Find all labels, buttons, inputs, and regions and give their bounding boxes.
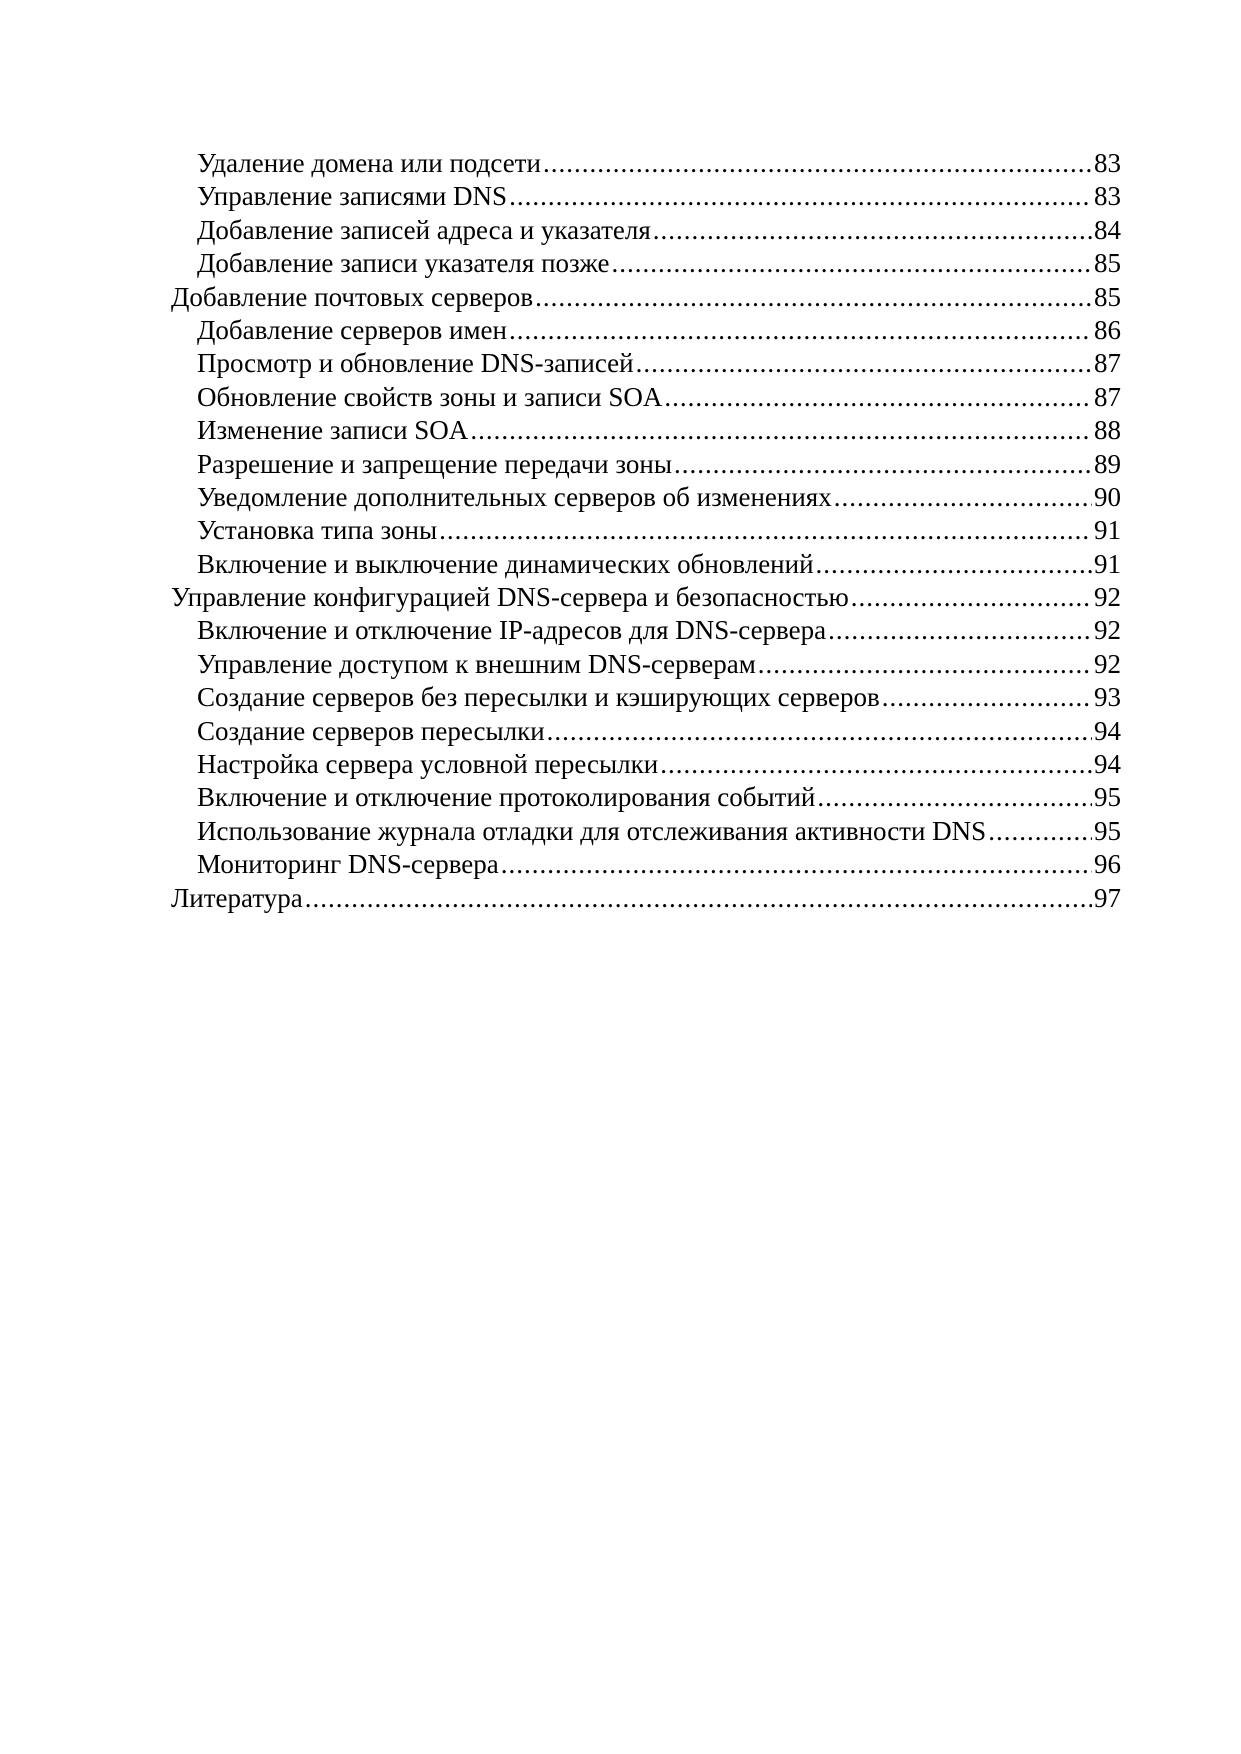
toc-entry[interactable] <box>171 748 1121 781</box>
toc-leader-dots <box>509 314 1092 347</box>
toc-leader-dots <box>674 448 1092 481</box>
toc-entry[interactable] <box>171 648 1121 681</box>
toc-entry-page: 85 <box>1094 248 1121 279</box>
toc-leader-dots <box>664 381 1092 414</box>
toc-entry[interactable] <box>171 414 1121 447</box>
toc-leader-dots <box>817 781 1092 814</box>
toc-entry[interactable] <box>171 247 1121 280</box>
toc-entry-page: 95 <box>1094 815 1121 846</box>
table-of-contents <box>171 147 1121 915</box>
toc-entry-page: 90 <box>1094 481 1121 512</box>
toc-entry-page: 91 <box>1094 515 1121 546</box>
toc-entry-title: Включение и выключение динамических обновлений <box>197 548 814 579</box>
toc-section-title: Добавление почтовых серверов <box>171 281 534 312</box>
toc-leader-dots <box>547 715 1092 748</box>
toc-leader-dots <box>816 548 1092 581</box>
toc-entry-title: Создание серверов пересылки <box>197 715 545 746</box>
toc-entry-title: Управление доступом к внешним DNS-серверам <box>197 648 756 679</box>
toc-entry-page: 87 <box>1094 381 1121 412</box>
toc-entry[interactable] <box>171 815 1121 848</box>
toc-section[interactable] <box>171 281 1121 314</box>
toc-entry-page: 88 <box>1094 415 1121 446</box>
toc-entry[interactable] <box>171 715 1121 748</box>
toc-leader-dots <box>611 247 1092 280</box>
toc-entry-page: 96 <box>1094 849 1121 880</box>
toc-entry[interactable] <box>171 548 1121 581</box>
toc-entry-title: Добавление записей адреса и указателя <box>197 214 651 245</box>
toc-leader-dots <box>636 347 1092 380</box>
toc-leader-dots <box>653 214 1092 247</box>
toc-section-title: Литература <box>171 882 303 913</box>
toc-leader-dots <box>439 514 1092 547</box>
toc-entry-title: Добавление записи указателя позже <box>197 248 610 279</box>
toc-leader-dots <box>828 614 1092 647</box>
toc-entry[interactable] <box>171 781 1121 814</box>
toc-entry[interactable] <box>171 381 1121 414</box>
toc-entry-title: Включение и отключение протоколирования событий <box>197 782 816 813</box>
toc-entry-title: Установка типа зоны <box>197 515 438 546</box>
toc-entry-title: Разрешение и запрещение передачи зоны <box>197 448 672 479</box>
toc-entry[interactable] <box>171 180 1121 213</box>
toc-entry[interactable] <box>171 848 1121 881</box>
toc-entry[interactable] <box>171 147 1121 180</box>
toc-entry-page: 93 <box>1094 682 1121 713</box>
toc-entry[interactable] <box>171 481 1121 514</box>
toc-leader-dots <box>509 180 1092 213</box>
toc-entry-page: 94 <box>1094 749 1121 780</box>
toc-entry-title: Обновление свойств зоны и записи SOA <box>197 381 663 412</box>
toc-leader-dots <box>988 815 1092 848</box>
toc-entry[interactable] <box>171 514 1121 547</box>
toc-entry[interactable] <box>171 614 1121 647</box>
toc-leader-dots <box>882 681 1092 714</box>
toc-entry-title: Изменение записи SOA <box>197 415 469 446</box>
toc-leader-dots <box>543 147 1092 180</box>
toc-section-page: 97 <box>1094 882 1121 913</box>
toc-entry-page: 86 <box>1094 314 1121 345</box>
toc-entry[interactable] <box>171 314 1121 347</box>
toc-entry-title: Добавление серверов имен <box>197 314 507 345</box>
toc-entry-title: Удаление домена или подсети <box>197 148 541 178</box>
toc-entry-page: 91 <box>1094 548 1121 579</box>
toc-leader-dots <box>305 882 1092 915</box>
toc-entry[interactable] <box>171 681 1121 714</box>
toc-entry[interactable] <box>171 347 1121 380</box>
toc-entry-page: 92 <box>1094 648 1121 679</box>
toc-entry-title: Просмотр и обновление DNS-записей <box>197 348 634 379</box>
toc-leader-dots <box>834 481 1092 514</box>
toc-leader-dots <box>851 581 1092 614</box>
toc-leader-dots <box>501 848 1092 881</box>
toc-entry-page: 83 <box>1094 181 1121 212</box>
toc-leader-dots <box>758 648 1092 681</box>
toc-leader-dots <box>660 748 1092 781</box>
toc-entry-title: Использование журнала отладки для отслеживания активности DNS <box>197 815 987 846</box>
toc-entry-page: 89 <box>1094 448 1121 479</box>
toc-section[interactable] <box>171 581 1121 614</box>
toc-entry-page: 94 <box>1094 715 1121 746</box>
toc-entry-title: Включение и отключение IP-адресов для DNS-сервера <box>197 615 827 646</box>
toc-entry-page: 83 <box>1094 148 1121 178</box>
toc-section-title: Управление конфигурацией DNS-сервера и безопасностью <box>171 582 849 613</box>
toc-section[interactable] <box>171 882 1121 915</box>
toc-entry-title: Уведомление дополнительных серверов об изменениях <box>197 481 832 512</box>
toc-entry-title: Создание серверов без пересылки и кэширующих серверов <box>197 682 880 713</box>
toc-section-page: 92 <box>1094 582 1121 613</box>
toc-entry-page: 95 <box>1094 782 1121 813</box>
toc-leader-dots <box>535 281 1092 314</box>
toc-entry-title: Мониторинг DNS-сервера <box>197 849 499 880</box>
toc-entry-page: 84 <box>1094 214 1121 245</box>
toc-entry[interactable] <box>171 448 1121 481</box>
toc-section-page: 85 <box>1094 281 1121 312</box>
toc-entry-page: 92 <box>1094 615 1121 646</box>
toc-entry-title: Настройка сервера условной пересылки <box>197 749 659 780</box>
toc-entry-title: Управление записями DNS <box>197 181 508 212</box>
toc-entry-page: 87 <box>1094 348 1121 379</box>
toc-leader-dots <box>470 414 1092 447</box>
toc-entry[interactable] <box>171 214 1121 247</box>
